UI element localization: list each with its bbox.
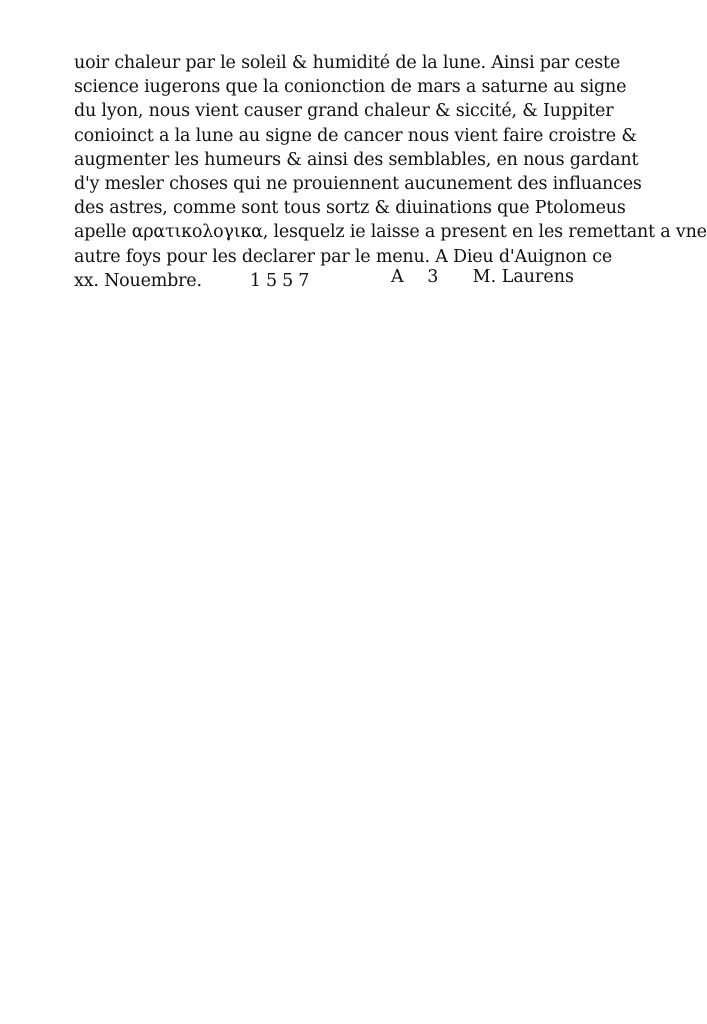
- text-line-8: apelle αρατικολογικα, lesquelz ie laisse a present en les remettant a vne: [74, 222, 707, 243]
- text-line-9: autre foys pour les declarer par le menu. A Dieu d'Auignon ce: [74, 246, 612, 267]
- catchword: M. Laurens: [472, 267, 574, 287]
- body-text: [74, 51, 707, 293]
- date-text: xx. Nouembre.: [74, 270, 202, 291]
- text-line-7: des astres, comme sont tous sortz & diuinations que Ptolomeus: [74, 198, 626, 219]
- text-line-6: d'y mesler choses qui ne prouiennent aucunement des influances: [74, 174, 642, 195]
- text-line-2: science iugerons que la conionction de mars a saturne au signe: [74, 77, 627, 98]
- text-line-3: du lyon, nous vient causer grand chaleur & siccité, & Iuppiter: [74, 101, 614, 122]
- date-year: 1557: [249, 270, 315, 291]
- page-footer: [74, 267, 574, 293]
- signature-mark: A 3: [391, 267, 448, 287]
- text-line-1: uoir chaleur par le soleil & humidité de la lune. Ainsi par ceste: [74, 53, 620, 73]
- text-line-4: conioinct a la lune au signe de cancer nous vient faire croistre &: [74, 125, 637, 146]
- text-line-5: augmenter les humeurs & ainsi des semblables, en nous gardant: [74, 149, 639, 170]
